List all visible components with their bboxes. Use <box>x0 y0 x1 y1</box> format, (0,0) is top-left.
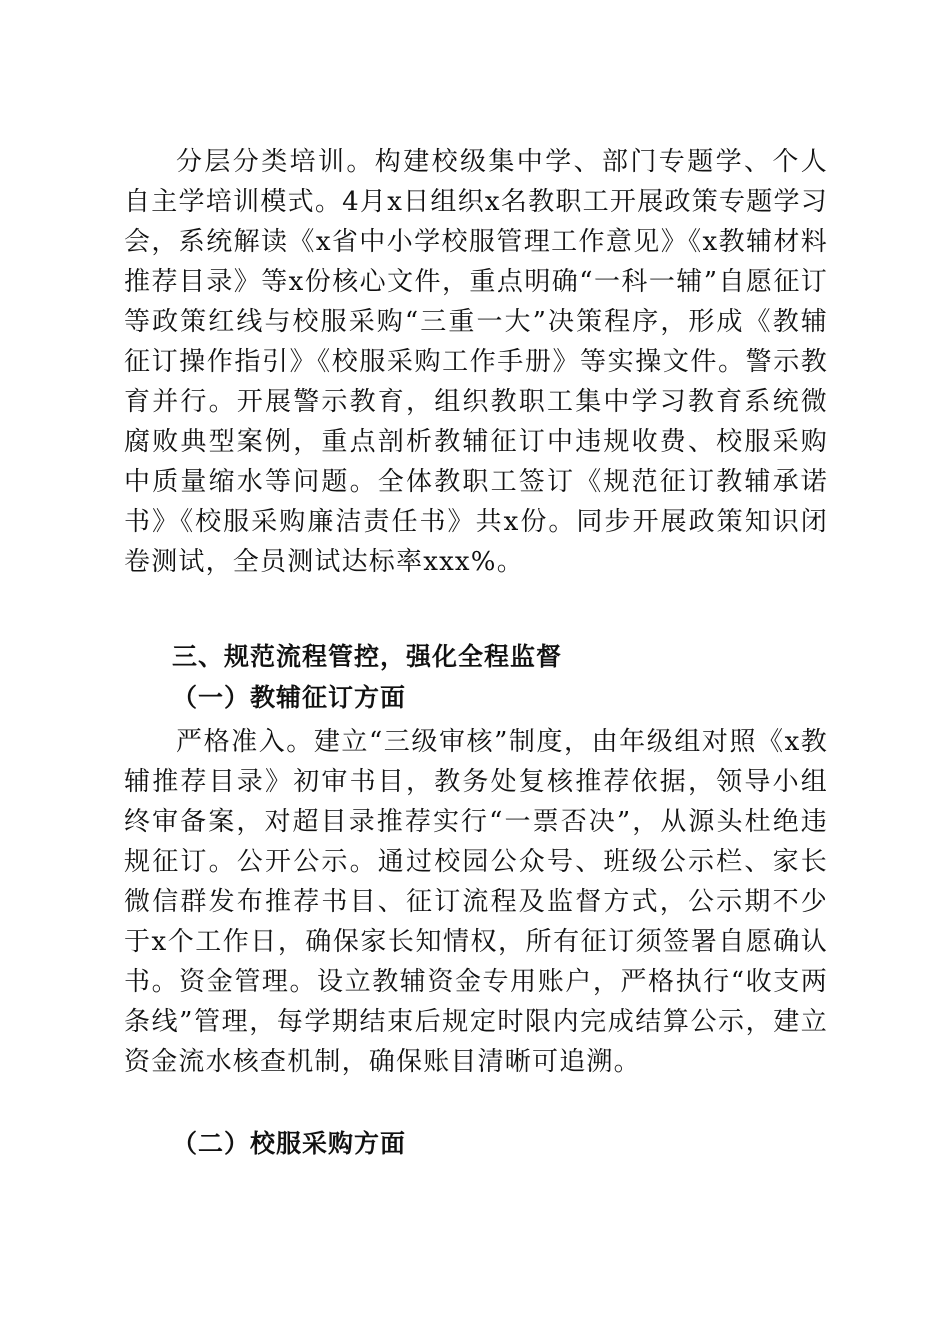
subsection-heading-uniform-procurement: （二）校服采购方面 <box>172 1129 407 1158</box>
paragraph-textbook-ordering: 严格准入。建立“三级审核”制度，由年级组对照《x教辅推荐目录》初审书目，教务处复核推荐依据，领导小组终审备案，对超目录推荐实行“一票否决”，从源头杜绝违规征订。公开公示。通过校园公众号、班级公示栏、家长微信群发布推荐书目、征订流程及监督方式，公示期不少于x个工作日，确保家长知情权，所有征订须签署自愿确认书。资金管理。设立教辅资金专用账户，严格执行“收支两条线”管理，每学期结束后规定时限内完成结算公示，建立资金流水核查机制，确保账目清晰可追溯。 <box>124 727 828 1077</box>
section-heading-process-control: 三、规范流程管控，强化全程监督 <box>172 642 563 671</box>
subsection-heading-textbook-ordering: （一）教辅征订方面 <box>172 683 407 712</box>
paragraph-training: 分层分类培训。构建校级集中学、部门专题学、个人自主学培训模式。4月x日组织x名教职工开展政策专题学习会，系统解读《x省中小学校服管理工作意见》《x教辅材料推荐目录》等x份核心文件，重点明确“一科一辅”自愿征订等政策红线与校服采购“三重一大”决策程序，形成《教辅征订操作指引》《校服采购工作手册》等实操文件。警示教育并行。开展警示教育，组织教职工集中学习教育系统微腐败典型案例，重点剖析教辅征订中违规收费、校服采购中质量缩水等问题。全体教职工签订《规范征订教辅承诺书》《校服采购廉洁责任书》共x份。同步开展政策知识闭卷测试，全员测试达标率xxx%。 <box>124 147 828 577</box>
